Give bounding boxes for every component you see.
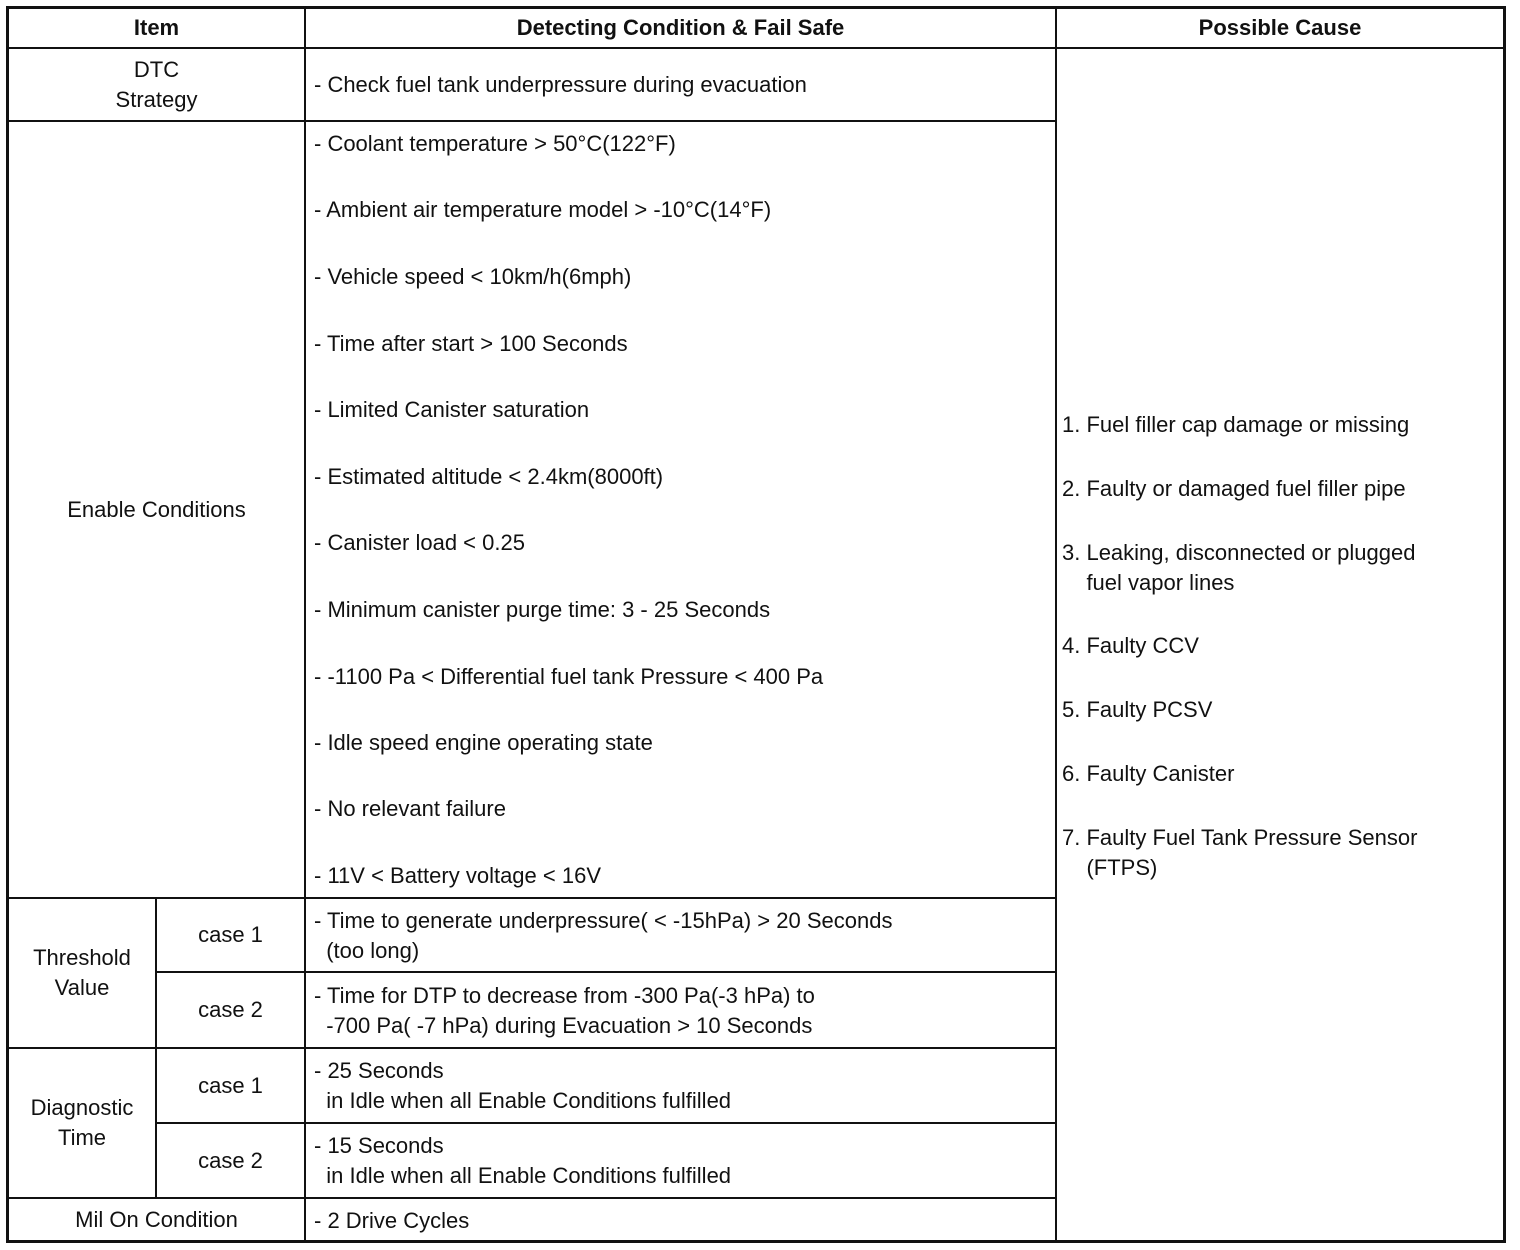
column-divider <box>304 6 306 1243</box>
enable-condition-item: - Estimated altitude < 2.4km(8000ft) <box>314 464 664 489</box>
column-divider <box>1055 6 1057 1243</box>
enable-condition-item: - Canister load < 0.25 <box>314 530 525 555</box>
possible-cause-item: 6. Faulty Canister <box>1062 761 1235 786</box>
threshold-case2-line1: - Time for DTP to decrease from -300 Pa(-3 hPa) to <box>314 983 815 1008</box>
dtc-strategy-label-line1: DTC <box>133 56 180 82</box>
diagnostic-case2-line1: - 15 Seconds <box>314 1133 444 1158</box>
threshold-case1-line1: - Time to generate underpressure( < -15hPa) > 20 Seconds <box>314 908 893 933</box>
enable-condition-item: - -1100 Pa < Differential fuel tank Pressure < 400 Pa <box>314 664 824 689</box>
enable-condition-item: - 11V < Battery voltage < 16V <box>314 863 601 888</box>
possible-cause-item: 4. Faulty CCV <box>1062 633 1199 658</box>
enable-condition-item: - Idle speed engine operating state <box>314 730 653 755</box>
header-condition: Detecting Condition & Fail Safe <box>516 15 845 40</box>
diagnostic-case1-label: case 1 <box>198 1072 263 1098</box>
possible-cause-item: 3. Leaking, disconnected or plugged <box>1062 540 1416 565</box>
enable-condition-item: - No relevant failure <box>314 796 506 821</box>
enable-condition-item: - Ambient air temperature model > -10°C(14°F) <box>314 197 772 222</box>
diagnostic-time-label-line1: Diagnostic <box>30 1095 134 1120</box>
enable-condition-item: - Vehicle speed < 10km/h(6mph) <box>314 264 632 289</box>
dtc-strategy-condition: - Check fuel tank underpressure during evacuation <box>314 72 807 97</box>
diagnostic-case1-line2: in Idle when all Enable Conditions fulfilled <box>314 1088 732 1113</box>
possible-cause-item: (FTPS) <box>1062 855 1158 880</box>
enable-condition-item: - Minimum canister purge time: 3 - 25 Seconds <box>314 597 771 622</box>
mil-on-condition: - 2 Drive Cycles <box>314 1208 470 1233</box>
threshold-case1-label: case 1 <box>198 922 263 947</box>
diagnostic-case2-label: case 2 <box>198 1147 263 1173</box>
diagnostic-time-label <box>9 1049 155 1197</box>
threshold-value-label-line1: Threshold <box>33 945 131 970</box>
threshold-value-label-line2: Value <box>54 975 110 1000</box>
possible-cause-item: 7. Faulty Fuel Tank Pressure Sensor <box>1062 825 1418 850</box>
diagnostic-case2-line2: in Idle when all Enable Conditions fulfilled <box>314 1163 732 1188</box>
dtc-strategy-label-line2: Strategy <box>115 86 198 112</box>
enable-condition-item: - Limited Canister saturation <box>314 397 590 422</box>
threshold-case2-label: case 2 <box>198 997 263 1022</box>
diagnostic-time-label-line2: Time <box>57 1125 107 1150</box>
enable-condition-item: - Coolant temperature > 50°C(122°F) <box>314 131 676 156</box>
possible-cause-item: 2. Faulty or damaged fuel filler pipe <box>1062 476 1406 501</box>
threshold-value-label <box>9 899 155 1047</box>
mil-on-label: Mil On Condition <box>75 1207 238 1232</box>
possible-cause-item: 5. Faulty PCSV <box>1062 697 1213 722</box>
enable-condition-item: - Time after start > 100 Seconds <box>314 331 628 356</box>
enable-conditions-label: Enable Conditions <box>67 496 246 522</box>
header-cause: Possible Cause <box>1198 15 1362 40</box>
possible-cause-item: fuel vapor lines <box>1062 570 1235 595</box>
threshold-case1-line2: (too long) <box>314 938 420 963</box>
dtc-strategy-label <box>9 49 304 120</box>
header-item: Item <box>133 15 180 40</box>
diagnostic-case1-line1: - 25 Seconds <box>314 1058 444 1083</box>
possible-cause-item: 1. Fuel filler cap damage or missing <box>1062 412 1410 437</box>
threshold-case2-line2: -700 Pa( -7 hPa) during Evacuation > 10 Seconds <box>314 1013 813 1038</box>
